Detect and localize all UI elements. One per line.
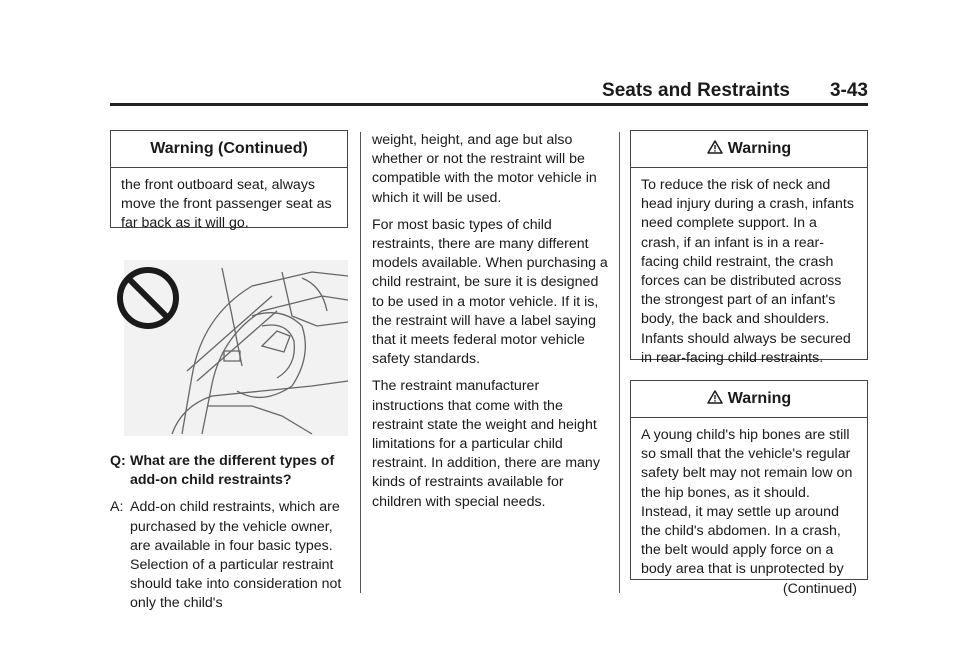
column-divider-right [619,132,620,593]
warning-title: Warning [727,390,792,407]
warning-body-text: A young child's hip bones are still so small that the vehicle's regular safety belt may not remain low on the hip bones, as it should. Instead, it may settle up around the child's abdomen. In a crash, the belt would apply force on a body area that is unprotected by [641,427,853,578]
question-label: Q: [110,453,126,469]
answer-text: Add-on child restraints, which are purchased by the vehicle owner, are available in four basic types. Selection of a particular restraint should take into consideration not only the child's [130,499,342,612]
warning-triangle-icon [707,390,723,404]
answer-label: A: [110,499,124,516]
header-rule [110,103,868,106]
warning-body: To reduce the risk of neck and head injury during a crash, infants need complete support. In a crash, if an infant is in a rear-facing child restraint, the crash forces can be distributed across the strongest part of an infant's body, the back and shoulders. Infants should always be secured in rear-facing child restraints. [641,177,854,366]
warning-triangle-icon [707,140,723,154]
warning-box-continued [110,130,348,232]
middle-column-text [372,131,608,520]
page-number: 3-43 [829,80,868,101]
child-restraint-illustration [112,256,348,436]
warning-title: Warning [727,140,792,157]
warning-header [631,131,867,168]
warning-box-child-hip [630,380,868,597]
warning-body: the front outboard seat, always move the front passenger seat as far back as it will go. [121,177,332,232]
qa-section [110,452,350,622]
column-divider-left [360,132,361,593]
section-title: Seats and Restraints [602,80,790,101]
paragraph: The restraint manufacturer instructions that come with the restraint state the weight and height limitations for a particular child restraint. In addition, there are many kinds of restraints available for children with special needs. [372,378,600,510]
warning-body [631,418,867,607]
warning-box-infant [630,130,868,366]
continued-label: (Continued) [782,580,857,597]
paragraph: For most basic types of child restraints, there are many different models available. When purchasing a child restraint, be sure it is designed to be used in a motor vehicle. If it is, the restraint will have a label saying that it meets federal motor vehicle safety standards. [372,216,608,368]
question-text: What are the different types of add-on child restraints? [130,453,335,489]
qa-answer [110,498,350,613]
qa-question [110,452,350,490]
paragraph: weight, height, and age but also whether or not the restraint will be compatible with the motor vehicle in which it will be used. [372,132,597,206]
warning-header [631,381,867,418]
warning-title: Warning (Continued) [111,131,347,168]
